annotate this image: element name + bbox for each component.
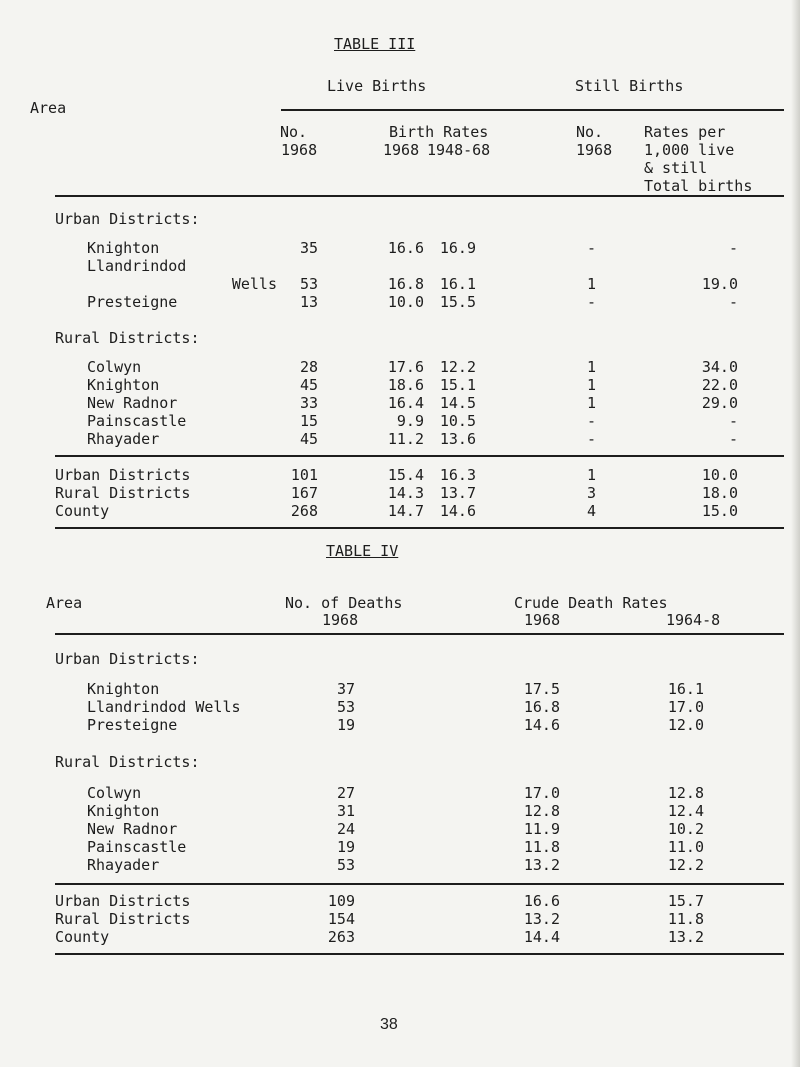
total-crude-rate: 13.2 bbox=[523, 910, 560, 928]
row-still-rate: - bbox=[728, 412, 738, 430]
totals-top-rule bbox=[55, 883, 784, 885]
row-area: Knighton bbox=[87, 680, 160, 698]
row-area: Knighton bbox=[87, 376, 160, 394]
row-avg-rate: 10.5 bbox=[439, 412, 476, 430]
total-avg-rate: 16.3 bbox=[439, 466, 476, 484]
rural-districts-heading: Rural Districts: bbox=[55, 753, 200, 771]
row-area-continued: Wells bbox=[231, 275, 277, 293]
total-still-rate: 18.0 bbox=[701, 484, 738, 502]
row-still-no: 1 bbox=[586, 376, 596, 394]
total-crude-rate: 16.6 bbox=[523, 892, 560, 910]
row-crude-rate: 11.8 bbox=[523, 838, 560, 856]
row-rate: 16.4 bbox=[387, 394, 424, 412]
row-still-rate: - bbox=[728, 239, 738, 257]
row-rate: 18.6 bbox=[387, 376, 424, 394]
row-rate: 9.9 bbox=[396, 412, 424, 430]
row-crude-rate: 17.5 bbox=[523, 680, 560, 698]
row-still-no: 1 bbox=[586, 394, 596, 412]
birth-rate-1968-header: 1968 bbox=[383, 141, 420, 159]
total-avg-rate: 15.7 bbox=[667, 892, 704, 910]
rates-1000-header: 1,000 live bbox=[644, 141, 735, 159]
row-area: Colwyn bbox=[87, 784, 142, 802]
deaths-year-header: 1968 bbox=[322, 611, 359, 629]
rates-still-header: & still bbox=[644, 159, 708, 177]
total-avg-rate: 14.6 bbox=[439, 502, 476, 520]
total-still-no: 3 bbox=[586, 484, 596, 502]
row-crude-rate: 14.6 bbox=[523, 716, 560, 734]
total-crude-rate: 14.4 bbox=[523, 928, 560, 946]
row-rate: 17.6 bbox=[387, 358, 424, 376]
live-births-header: Live Births bbox=[327, 77, 427, 95]
row-area: Llandrindod bbox=[87, 257, 187, 275]
row-still-no: 1 bbox=[586, 358, 596, 376]
still-births-header: Still Births bbox=[575, 77, 684, 95]
row-avg-rate: 16.1 bbox=[439, 275, 476, 293]
area-header: Area bbox=[30, 99, 67, 117]
row-births: 35 bbox=[299, 239, 318, 257]
crude-rates-header: Crude Death Rates bbox=[514, 594, 668, 612]
header-bottom-rule bbox=[55, 633, 784, 635]
total-deaths: 109 bbox=[327, 892, 355, 910]
no-year-header: 1968 bbox=[281, 141, 318, 159]
row-still-no: - bbox=[586, 239, 596, 257]
total-area: Urban Districts bbox=[55, 892, 191, 910]
row-avg-rate: 10.2 bbox=[667, 820, 704, 838]
total-avg-rate: 11.8 bbox=[667, 910, 704, 928]
row-still-rate: 29.0 bbox=[701, 394, 738, 412]
row-deaths: 19 bbox=[336, 716, 355, 734]
totals-top-rule bbox=[55, 455, 784, 457]
page-number: 38 bbox=[380, 1016, 398, 1033]
row-area: Rhayader bbox=[87, 430, 160, 448]
crude-1964-8-header: 1964-8 bbox=[666, 611, 721, 629]
row-rate: 16.6 bbox=[387, 239, 424, 257]
row-area: Llandrindod Wells bbox=[87, 698, 241, 716]
row-area: Presteigne bbox=[87, 293, 178, 311]
total-still-rate: 10.0 bbox=[701, 466, 738, 484]
row-deaths: 53 bbox=[336, 856, 355, 874]
row-avg-rate: 16.9 bbox=[439, 239, 476, 257]
total-avg-rate: 13.2 bbox=[667, 928, 704, 946]
row-avg-rate: 12.0 bbox=[667, 716, 704, 734]
total-rate: 15.4 bbox=[387, 466, 424, 484]
header-divider bbox=[281, 109, 784, 111]
row-crude-rate: 12.8 bbox=[523, 802, 560, 820]
row-still-rate: - bbox=[728, 293, 738, 311]
row-still-no: - bbox=[586, 412, 596, 430]
row-rate: 16.8 bbox=[387, 275, 424, 293]
deaths-header: No. of Deaths bbox=[285, 594, 403, 612]
row-area: Knighton bbox=[87, 239, 160, 257]
row-avg-rate: 16.1 bbox=[667, 680, 704, 698]
row-crude-rate: 11.9 bbox=[523, 820, 560, 838]
row-avg-rate: 15.5 bbox=[439, 293, 476, 311]
urban-districts-heading: Urban Districts: bbox=[55, 210, 200, 228]
row-area: Painscastle bbox=[87, 838, 187, 856]
row-area: Rhayader bbox=[87, 856, 160, 874]
total-avg-rate: 13.7 bbox=[439, 484, 476, 502]
row-avg-rate: 12.2 bbox=[439, 358, 476, 376]
total-area: County bbox=[55, 928, 110, 946]
total-births: 167 bbox=[290, 484, 318, 502]
row-rate: 11.2 bbox=[387, 430, 424, 448]
birth-rate-avg-header: 1948-68 bbox=[427, 141, 491, 159]
row-area: Colwyn bbox=[87, 358, 142, 376]
rates-per-header: Rates per bbox=[644, 123, 726, 141]
row-area: Painscastle bbox=[87, 412, 187, 430]
no-header: No. bbox=[280, 123, 308, 141]
urban-districts-heading: Urban Districts: bbox=[55, 650, 200, 668]
row-still-no: - bbox=[586, 430, 596, 448]
total-still-no: 4 bbox=[586, 502, 596, 520]
total-area: Urban Districts bbox=[55, 466, 191, 484]
rural-districts-heading: Rural Districts: bbox=[55, 329, 200, 347]
row-avg-rate: 13.6 bbox=[439, 430, 476, 448]
row-deaths: 27 bbox=[336, 784, 355, 802]
row-births: 45 bbox=[299, 430, 318, 448]
row-rate: 10.0 bbox=[387, 293, 424, 311]
still-no-header: No. bbox=[576, 123, 604, 141]
total-births: 101 bbox=[290, 466, 318, 484]
row-still-no: 1 bbox=[586, 275, 596, 293]
row-births: 33 bbox=[299, 394, 318, 412]
rates-total-header: Total births bbox=[644, 177, 753, 195]
row-deaths: 53 bbox=[336, 698, 355, 716]
row-avg-rate: 14.5 bbox=[439, 394, 476, 412]
row-deaths: 37 bbox=[336, 680, 355, 698]
crude-1968-header: 1968 bbox=[524, 611, 561, 629]
row-avg-rate: 11.0 bbox=[667, 838, 704, 856]
birth-rates-header: Birth Rates bbox=[389, 123, 489, 141]
row-area: Presteigne bbox=[87, 716, 178, 734]
row-avg-rate: 15.1 bbox=[439, 376, 476, 394]
row-area: New Radnor bbox=[87, 394, 178, 412]
row-births: 13 bbox=[299, 293, 318, 311]
row-area: Knighton bbox=[87, 802, 160, 820]
total-rate: 14.3 bbox=[387, 484, 424, 502]
row-area: New Radnor bbox=[87, 820, 178, 838]
header-bottom-rule bbox=[55, 195, 784, 197]
row-births: 45 bbox=[299, 376, 318, 394]
area-header: Area bbox=[46, 594, 83, 612]
row-avg-rate: 12.4 bbox=[667, 802, 704, 820]
table-iv-title: TABLE IV bbox=[326, 542, 399, 560]
table-iv-bottom-rule bbox=[55, 953, 784, 955]
row-crude-rate: 17.0 bbox=[523, 784, 560, 802]
row-deaths: 31 bbox=[336, 802, 355, 820]
table-iii-bottom-rule bbox=[55, 527, 784, 529]
total-births: 268 bbox=[290, 502, 318, 520]
total-still-rate: 15.0 bbox=[701, 502, 738, 520]
total-area: Rural Districts bbox=[55, 484, 191, 502]
row-still-rate: - bbox=[728, 430, 738, 448]
row-avg-rate: 17.0 bbox=[667, 698, 704, 716]
row-still-rate: 19.0 bbox=[701, 275, 738, 293]
row-deaths: 19 bbox=[336, 838, 355, 856]
total-deaths: 263 bbox=[327, 928, 355, 946]
still-year-header: 1968 bbox=[576, 141, 613, 159]
row-deaths: 24 bbox=[336, 820, 355, 838]
row-crude-rate: 16.8 bbox=[523, 698, 560, 716]
row-still-rate: 34.0 bbox=[701, 358, 738, 376]
row-still-no: - bbox=[586, 293, 596, 311]
total-area: County bbox=[55, 502, 110, 520]
row-crude-rate: 13.2 bbox=[523, 856, 560, 874]
total-deaths: 154 bbox=[327, 910, 355, 928]
row-births: 53 bbox=[299, 275, 318, 293]
row-avg-rate: 12.2 bbox=[667, 856, 704, 874]
row-births: 28 bbox=[299, 358, 318, 376]
total-area: Rural Districts bbox=[55, 910, 191, 928]
total-still-no: 1 bbox=[586, 466, 596, 484]
row-births: 15 bbox=[299, 412, 318, 430]
table-iii-title: TABLE III bbox=[334, 35, 416, 53]
row-avg-rate: 12.8 bbox=[667, 784, 704, 802]
row-still-rate: 22.0 bbox=[701, 376, 738, 394]
total-rate: 14.7 bbox=[387, 502, 424, 520]
page-edge-shadow bbox=[791, 0, 800, 1067]
